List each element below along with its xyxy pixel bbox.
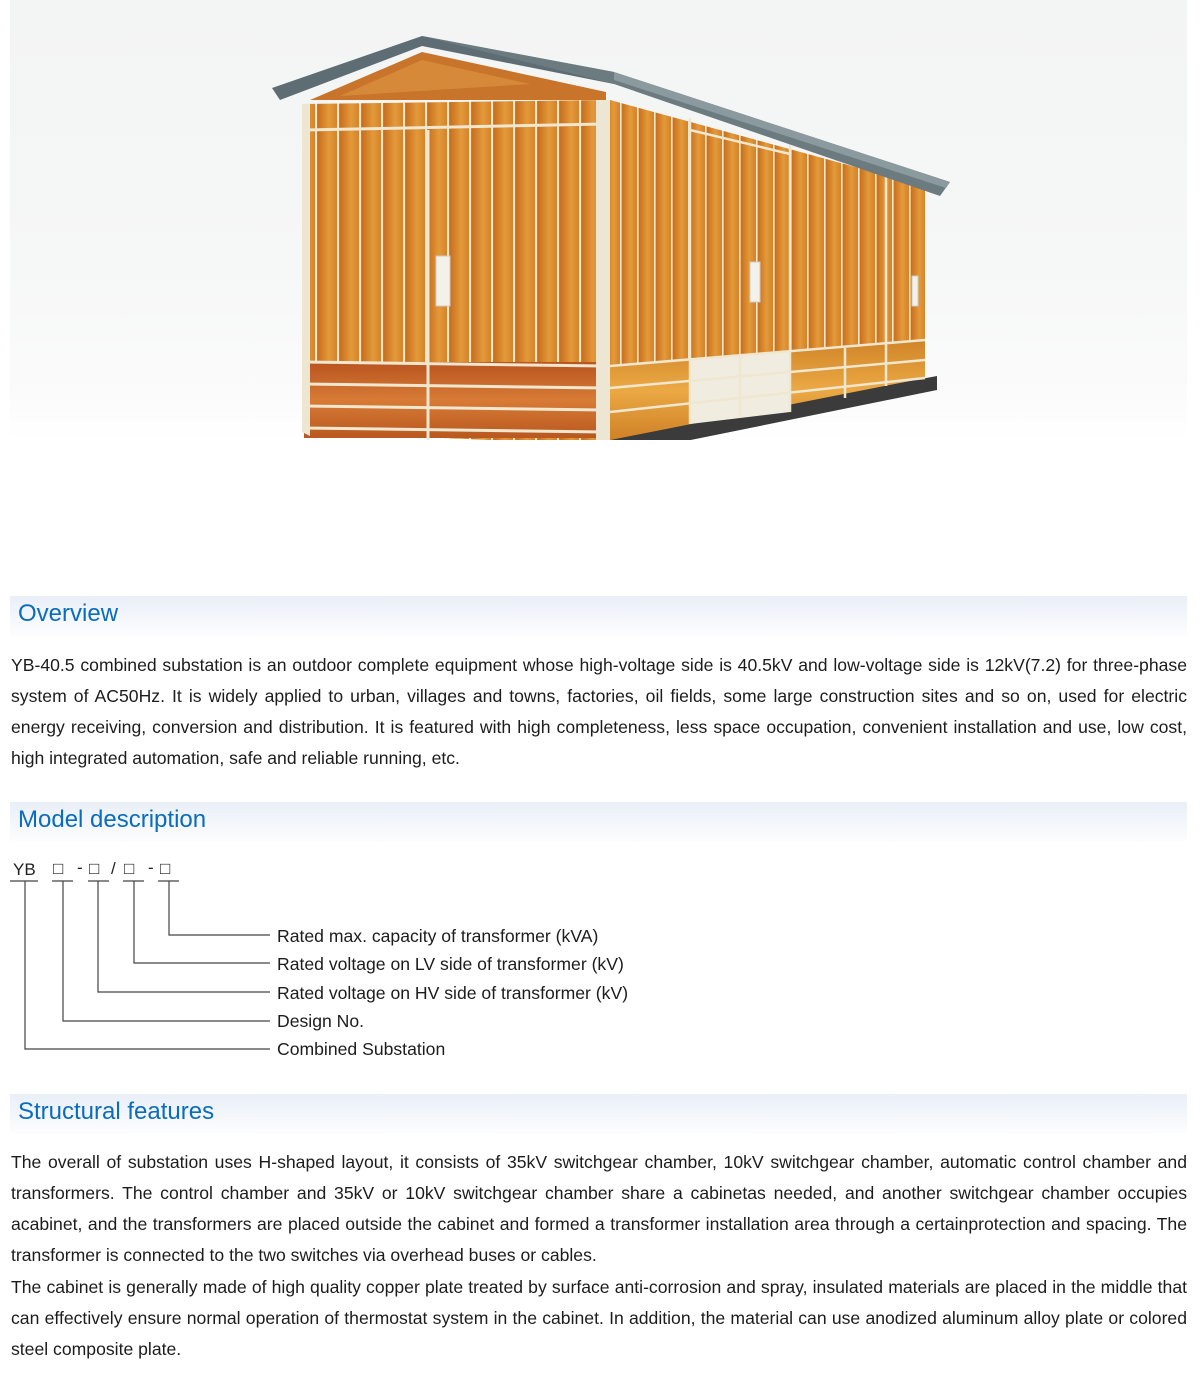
section-title-model-description: Model description [18, 806, 207, 833]
model-box-capacity: □ [160, 859, 171, 878]
product-image-panel [10, 0, 1187, 440]
model-label-design-no: Design No. [277, 1011, 365, 1031]
door-handle [912, 276, 918, 306]
model-box-design: □ [53, 859, 64, 878]
section-title-overview: Overview [18, 600, 119, 627]
door-handle [436, 256, 450, 306]
model-box-hv: □ [89, 859, 100, 878]
section-title-structural-features: Structural features [18, 1098, 215, 1125]
model-dash: - [77, 858, 83, 877]
model-label-lv-voltage: Rated voltage on LV side of transformer (kV) [277, 954, 624, 974]
model-label-capacity: Rated max. capacity of transformer (kVA) [277, 926, 599, 946]
front-lower-panels [304, 362, 604, 438]
model-box-lv: □ [124, 859, 135, 878]
model-label-hv-voltage: Rated voltage on HV side of transformer (kV) [277, 983, 629, 1003]
structural-features-paragraph-1: The overall of substation uses H-shaped layout, it consists of 35kV switchgear chamber, 10kV switchgear chamber, automatic control chamber and transformers. The control chamber and 35kV or 10kV switchgear chamber share a cabinetas needed, and another switchgear chamber occupies acabinet, and the transformers are placed outside the cabinet and formed a transformer installation area through a certainprotection and spacing. The transformer is connected to the two switches via overhead buses or cables. [11, 1152, 1187, 1265]
model-label-combined-substation: Combined Substation [277, 1039, 446, 1059]
substation-illustration [10, 0, 1187, 440]
model-slash: / [111, 859, 116, 878]
section-header-overview [10, 596, 1187, 636]
door-handle [750, 262, 760, 302]
section-header-structural-features [10, 1094, 1187, 1134]
structural-features-paragraph-2: The cabinet is generally made of high quality copper plate treated by surface anti-corrosion and spray, insulated materials are placed in the middle that can effectively ensure normal operation of thermostat system in the cabinet. In addition, the material can use anodized aluminum alloy plate or colored steel composite plate. [11, 1277, 1187, 1359]
model-code-diagram [0, 850, 700, 1070]
model-prefix: YB [13, 860, 36, 879]
section-header-model-description [10, 802, 1187, 842]
overview-text: YB-40.5 combined substation is an outdoor complete equipment whose high-voltage side is 40.5kV and low-voltage side is 12kV(7.2) for three-phase system of AC50Hz. It is widely applied to urban, villages and towns, factories, oil fields, some large construction sites and so on, used for electric energy receiving, conversion and distribution. It is featured with high completeness, less space occupation, convenient installation and use, low cost, high integrated automation, safe and reliable running, etc. [11, 655, 1187, 768]
model-dash: - [148, 858, 154, 877]
